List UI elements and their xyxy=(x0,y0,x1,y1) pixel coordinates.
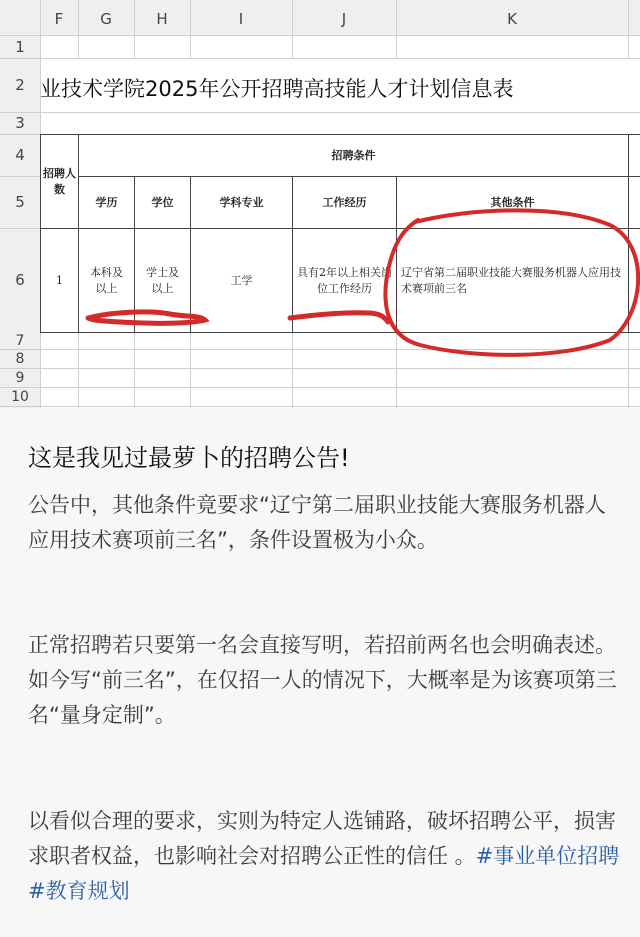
cell-experience: 具有2年以上相关岗位工作经历 xyxy=(297,265,392,295)
row-header-4[interactable]: 4 xyxy=(15,146,25,164)
column-header-k[interactable]: K xyxy=(507,10,517,28)
red-underline-education-degree xyxy=(88,312,205,323)
row-header-7[interactable]: 7 xyxy=(15,332,25,349)
row-header-8[interactable]: 8 xyxy=(15,350,25,367)
cell-education: 本科及以上 xyxy=(90,265,123,295)
row-header-6[interactable]: 6 xyxy=(15,271,25,289)
column-header-g[interactable]: G xyxy=(100,10,112,28)
header-recruit-conditions: 招聘条件 xyxy=(331,148,376,162)
column-header-j[interactable]: J xyxy=(341,10,347,28)
header-other-conditions: 其他条件 xyxy=(490,195,535,209)
row-header-5[interactable]: 5 xyxy=(15,193,25,211)
red-annotation-marks xyxy=(0,0,640,408)
row-header-9[interactable]: 9 xyxy=(15,369,25,386)
column-header-i[interactable]: I xyxy=(238,10,244,28)
header-recruit-count: 招聘人数 xyxy=(43,166,76,196)
column-header-h[interactable]: H xyxy=(156,10,168,28)
cell-major: 工学 xyxy=(230,273,253,287)
post-title: 这是我见过最萝卜的招聘公告! xyxy=(28,444,350,472)
row-header-2[interactable]: 2 xyxy=(15,76,25,94)
red-circle-other-conditions xyxy=(385,210,638,355)
cell-degree: 学士及以上 xyxy=(146,265,179,295)
post-body xyxy=(0,408,640,937)
post-paragraph-1: 公告中，其他条件竟要求“辽宁第二届职业技能大赛服务机器人应用技术赛项前三名”，条件设置极为小众。 xyxy=(28,493,606,552)
post-paragraph-3-text: 以看似合理的要求，实则为特定人选铺路，破坏招聘公平，损害求职者权益，也影响社会对招聘公正性的信任 。 xyxy=(28,809,616,868)
red-underline-experience xyxy=(290,313,388,322)
column-header-f[interactable]: F xyxy=(54,10,64,28)
hashtag-1[interactable]: #事业单位招聘 xyxy=(475,844,620,868)
header-degree: 学位 xyxy=(151,195,174,209)
sheet-title: 业技术学院2025年公开招聘高技能人才计划信息表 xyxy=(40,77,514,101)
post-paragraph-2: 正常招聘若只要第一名会直接写明，若招前两名也会明确表述。如今写“前三名”，在仅招一人的情况下，大概率是为该赛项第三名“量身定制”。 xyxy=(28,633,617,727)
cell-other-conditions: 辽宁省第二届职业技能大赛服务机器人应用技术赛项前三名 xyxy=(401,265,621,295)
header-experience: 工作经历 xyxy=(322,195,367,209)
spreadsheet-screenshot xyxy=(0,0,640,408)
row-header-3[interactable]: 3 xyxy=(15,114,25,132)
row-header-1[interactable]: 1 xyxy=(15,38,25,56)
hashtag-2[interactable]: #教育规划 xyxy=(28,879,130,903)
post-paragraph-3 xyxy=(28,804,620,909)
row-header-10[interactable]: 10 xyxy=(11,388,29,405)
header-major: 学科专业 xyxy=(219,195,264,209)
header-education: 学历 xyxy=(95,195,118,209)
cell-count: 1 xyxy=(56,273,63,287)
